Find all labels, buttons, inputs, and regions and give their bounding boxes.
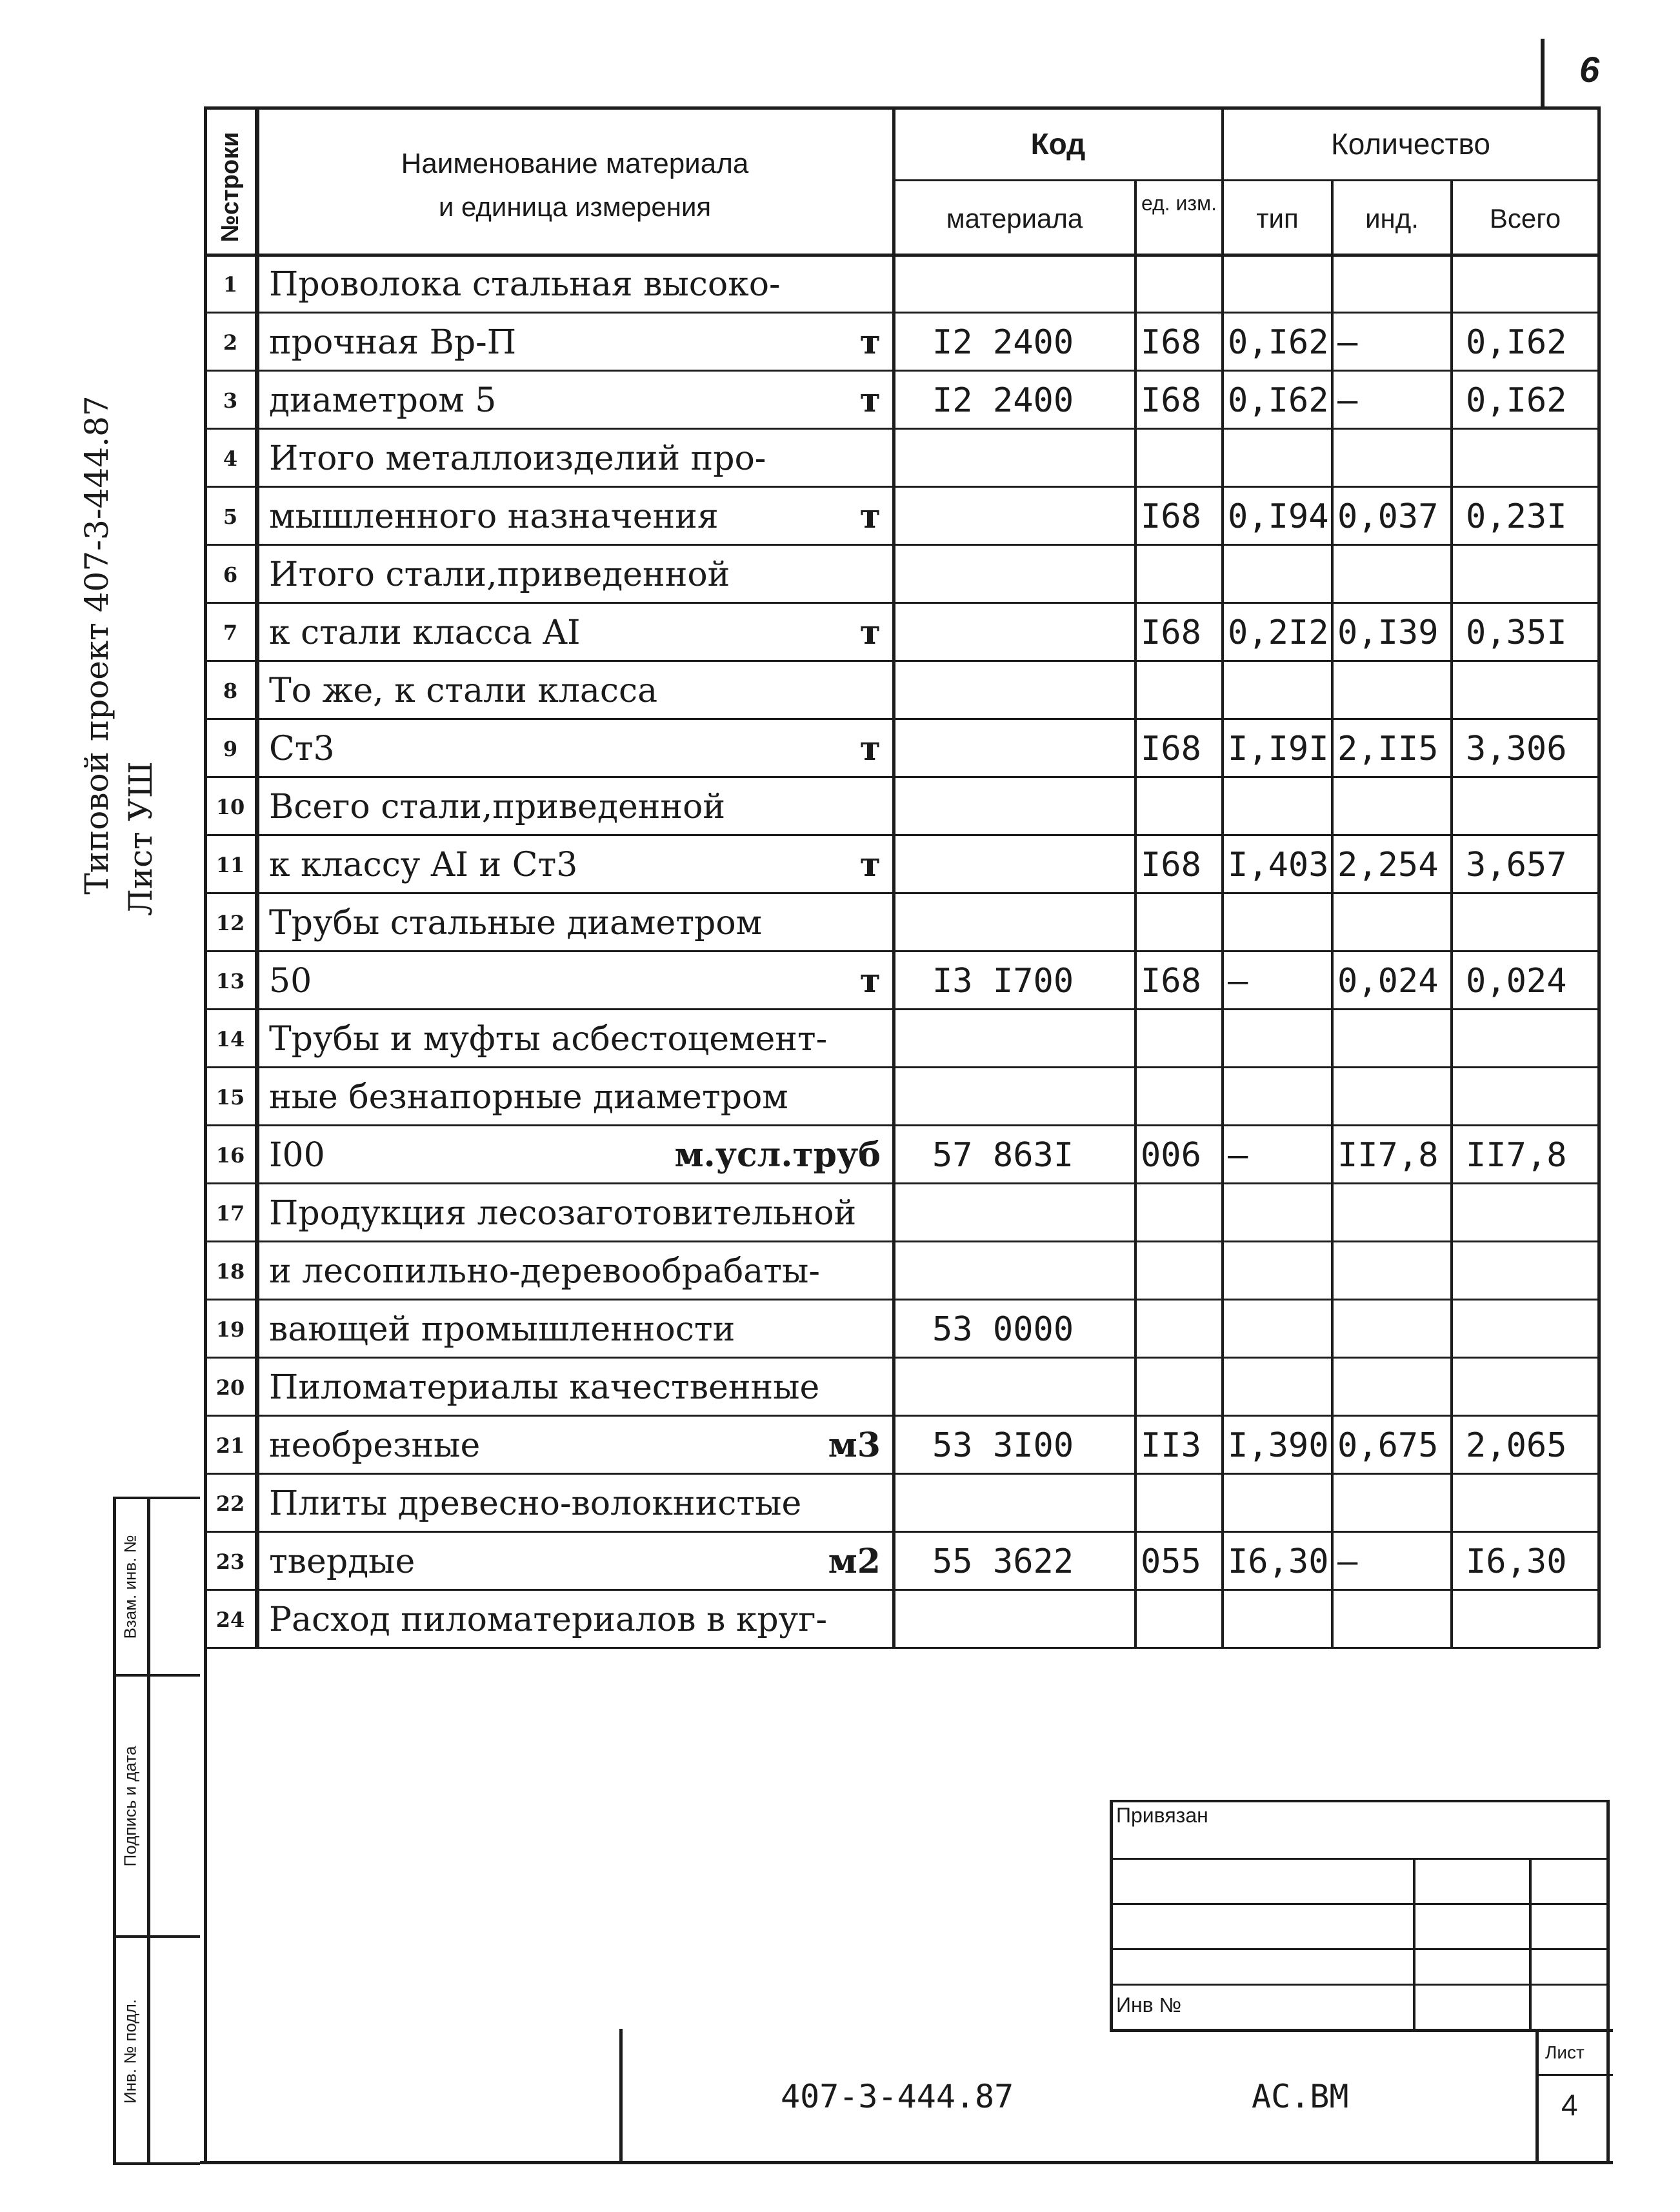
row-number: 4: [223, 446, 238, 471]
row-number: 7: [223, 621, 238, 645]
row-number: 17: [215, 1201, 245, 1226]
row-qty-tip: 0,I94: [1228, 497, 1329, 536]
row-qty-tip: –: [1228, 962, 1248, 1001]
label-signature-date: Подпись и дата: [120, 1746, 140, 1867]
row-qty-ind: –: [1337, 1542, 1358, 1581]
row-name: I00: [269, 1136, 325, 1175]
row-number: 6: [223, 563, 238, 587]
row-number: 2: [223, 330, 238, 355]
row-name: прочная Вр-П: [269, 323, 517, 362]
document-mark: АС.ВМ: [1252, 2078, 1349, 2115]
label-inv-podl: Инв. № подл.: [120, 1999, 140, 2104]
row-unit-code: 006: [1141, 1136, 1201, 1175]
row-number: 14: [215, 1027, 245, 1051]
row-name: Проволока стальная высоко-: [269, 265, 781, 304]
row-unit-code: I68: [1141, 323, 1201, 362]
row-number: 22: [215, 1491, 245, 1516]
header-unit-code: ед. изм.: [1141, 192, 1217, 215]
row-qty-tip: 0,I62: [1228, 381, 1329, 420]
row-unit-code: I68: [1141, 613, 1201, 652]
row-unit: м.усл.труб: [674, 1135, 881, 1175]
row-qty-tip: I,390: [1228, 1426, 1329, 1465]
privyazan-label: Привязан: [1116, 1804, 1208, 1827]
row-qty-total: 3,657: [1466, 846, 1567, 884]
row-number: 20: [215, 1375, 245, 1400]
row-unit-code: I68: [1141, 846, 1201, 884]
row-unit-code: I68: [1141, 962, 1201, 1001]
row-number: 11: [215, 853, 245, 877]
header-ind: инд.: [1365, 203, 1419, 234]
header-tip: тип: [1256, 203, 1299, 234]
document-code: 407-3-444.87: [781, 2078, 1014, 2115]
row-qty-ind: 0,037: [1337, 497, 1439, 536]
row-qty-tip: –: [1228, 1136, 1248, 1175]
header-total: Всего: [1489, 203, 1561, 234]
row-material-code: 55 3622: [932, 1542, 1074, 1581]
row-number: 1: [223, 272, 238, 297]
row-qty-total: 3,306: [1466, 730, 1567, 768]
row-name: Итого стали,приведенной: [269, 555, 730, 594]
row-qty-ind: II7,8: [1337, 1136, 1439, 1175]
row-name: Продукция лесозаготовительной: [269, 1194, 857, 1233]
row-qty-tip: I,403: [1228, 846, 1329, 884]
row-name: Плиты древесно-волокнистые: [269, 1484, 802, 1523]
row-unit-code: I68: [1141, 730, 1201, 768]
row-qty-ind: –: [1337, 323, 1358, 362]
row-qty-total: II7,8: [1466, 1136, 1567, 1175]
row-qty-ind: 2,254: [1337, 846, 1439, 884]
row-unit-code: 055: [1141, 1542, 1201, 1581]
row-name: То же, к стали класса: [269, 672, 658, 710]
row-number: 3: [223, 388, 238, 413]
row-number: 19: [215, 1317, 245, 1342]
row-number: 24: [215, 1608, 245, 1632]
row-qty-total: I6,30: [1466, 1542, 1567, 1581]
row-unit-code: I68: [1141, 497, 1201, 536]
album-sheet: Лист УШ: [122, 761, 159, 916]
page-number: 6: [1579, 49, 1600, 90]
header-name-line2: и единица измерения: [438, 192, 712, 222]
header-rownum: №строки: [217, 132, 244, 243]
sheet-label: Лист: [1545, 2042, 1585, 2062]
row-qty-tip: 0,I62: [1228, 323, 1329, 362]
row-unit: т: [859, 381, 881, 420]
row-qty-ind: 0,024: [1337, 962, 1439, 1001]
row-number: 10: [215, 795, 245, 819]
header-name-line1: Наименование материала: [401, 148, 749, 179]
row-name: мышленного назначения: [269, 497, 719, 536]
row-name: Расход пиломатериалов в круг-: [269, 1600, 828, 1639]
row-qty-ind: –: [1337, 381, 1358, 420]
header-code-group: Код: [1030, 127, 1086, 161]
row-qty-total: 0,23I: [1466, 497, 1567, 536]
row-name: необрезные: [269, 1426, 481, 1465]
row-number: 9: [223, 737, 238, 761]
row-unit-code: I68: [1141, 381, 1201, 420]
row-unit: т: [859, 845, 881, 884]
row-name: твердые: [269, 1542, 415, 1581]
row-material-code: 53 3I00: [932, 1426, 1074, 1465]
header-qty-group: Количество: [1330, 127, 1491, 161]
row-name: Всего стали,приведенной: [269, 788, 726, 826]
row-material-code: 57 863I: [932, 1136, 1074, 1175]
row-unit: т: [859, 497, 881, 536]
row-number: 15: [215, 1085, 245, 1110]
row-qty-total: 0,35I: [1466, 613, 1567, 652]
row-number: 12: [215, 911, 245, 935]
row-material-code: 53 0000: [932, 1310, 1074, 1349]
row-name: Трубы стальные диаметром: [269, 904, 763, 942]
row-unit-code: II3: [1141, 1426, 1201, 1465]
row-name: Пиломатериалы качественные: [269, 1368, 820, 1407]
row-name: ные безнапорные диаметром: [269, 1078, 788, 1117]
row-qty-total: 0,024: [1466, 962, 1567, 1001]
row-qty-tip: I,I9I: [1228, 730, 1329, 768]
row-name: диаметром 5: [269, 381, 497, 420]
inv-no-label: Инв №: [1116, 1993, 1181, 2017]
row-name: к классу AI и Ст3: [269, 846, 578, 884]
row-number: 8: [223, 679, 238, 703]
row-qty-total: 0,I62: [1466, 381, 1567, 420]
row-number: 13: [215, 969, 245, 993]
header-code-material: материала: [946, 203, 1083, 234]
row-number: 18: [215, 1259, 245, 1284]
row-qty-ind: 2,II5: [1337, 730, 1439, 768]
project-title: Типовой проект 407-3-444.87: [78, 395, 115, 895]
row-material-code: I3 I700: [932, 962, 1074, 1001]
label-vzam-inv: Взам. инв. №: [120, 1535, 140, 1639]
row-qty-ind: 0,I39: [1337, 613, 1439, 652]
row-unit: т: [859, 961, 881, 1001]
row-material-code: I2 2400: [932, 323, 1074, 362]
row-number: 21: [215, 1433, 245, 1458]
row-number: 23: [215, 1549, 245, 1574]
row-qty-tip: I6,30: [1228, 1542, 1329, 1581]
row-unit: т: [859, 729, 881, 768]
row-name: Трубы и муфты асбестоцемент-: [269, 1020, 828, 1059]
row-name: вающей промышленности: [269, 1310, 735, 1349]
row-number: 16: [215, 1143, 245, 1168]
row-name: Ст3: [269, 730, 335, 768]
row-name: Итого металлоизделий про-: [269, 439, 766, 478]
row-qty-total: 2,065: [1466, 1426, 1567, 1465]
row-unit: м3: [828, 1426, 881, 1465]
row-material-code: I2 2400: [932, 381, 1074, 420]
page-number-divider: [1541, 39, 1545, 110]
row-name: к стали класса AI: [269, 613, 581, 652]
row-unit: м2: [828, 1542, 881, 1581]
row-unit: т: [859, 323, 881, 362]
row-qty-tip: 0,2I2: [1228, 613, 1329, 652]
row-name: и лесопильно-деревообрабаты-: [269, 1252, 820, 1291]
row-qty-total: 0,I62: [1466, 323, 1567, 362]
row-number: 5: [223, 504, 238, 529]
row-qty-ind: 0,675: [1337, 1426, 1439, 1465]
sheet-number: 4: [1561, 2088, 1578, 2122]
row-name: 50: [269, 962, 312, 1001]
row-unit: т: [859, 613, 881, 652]
